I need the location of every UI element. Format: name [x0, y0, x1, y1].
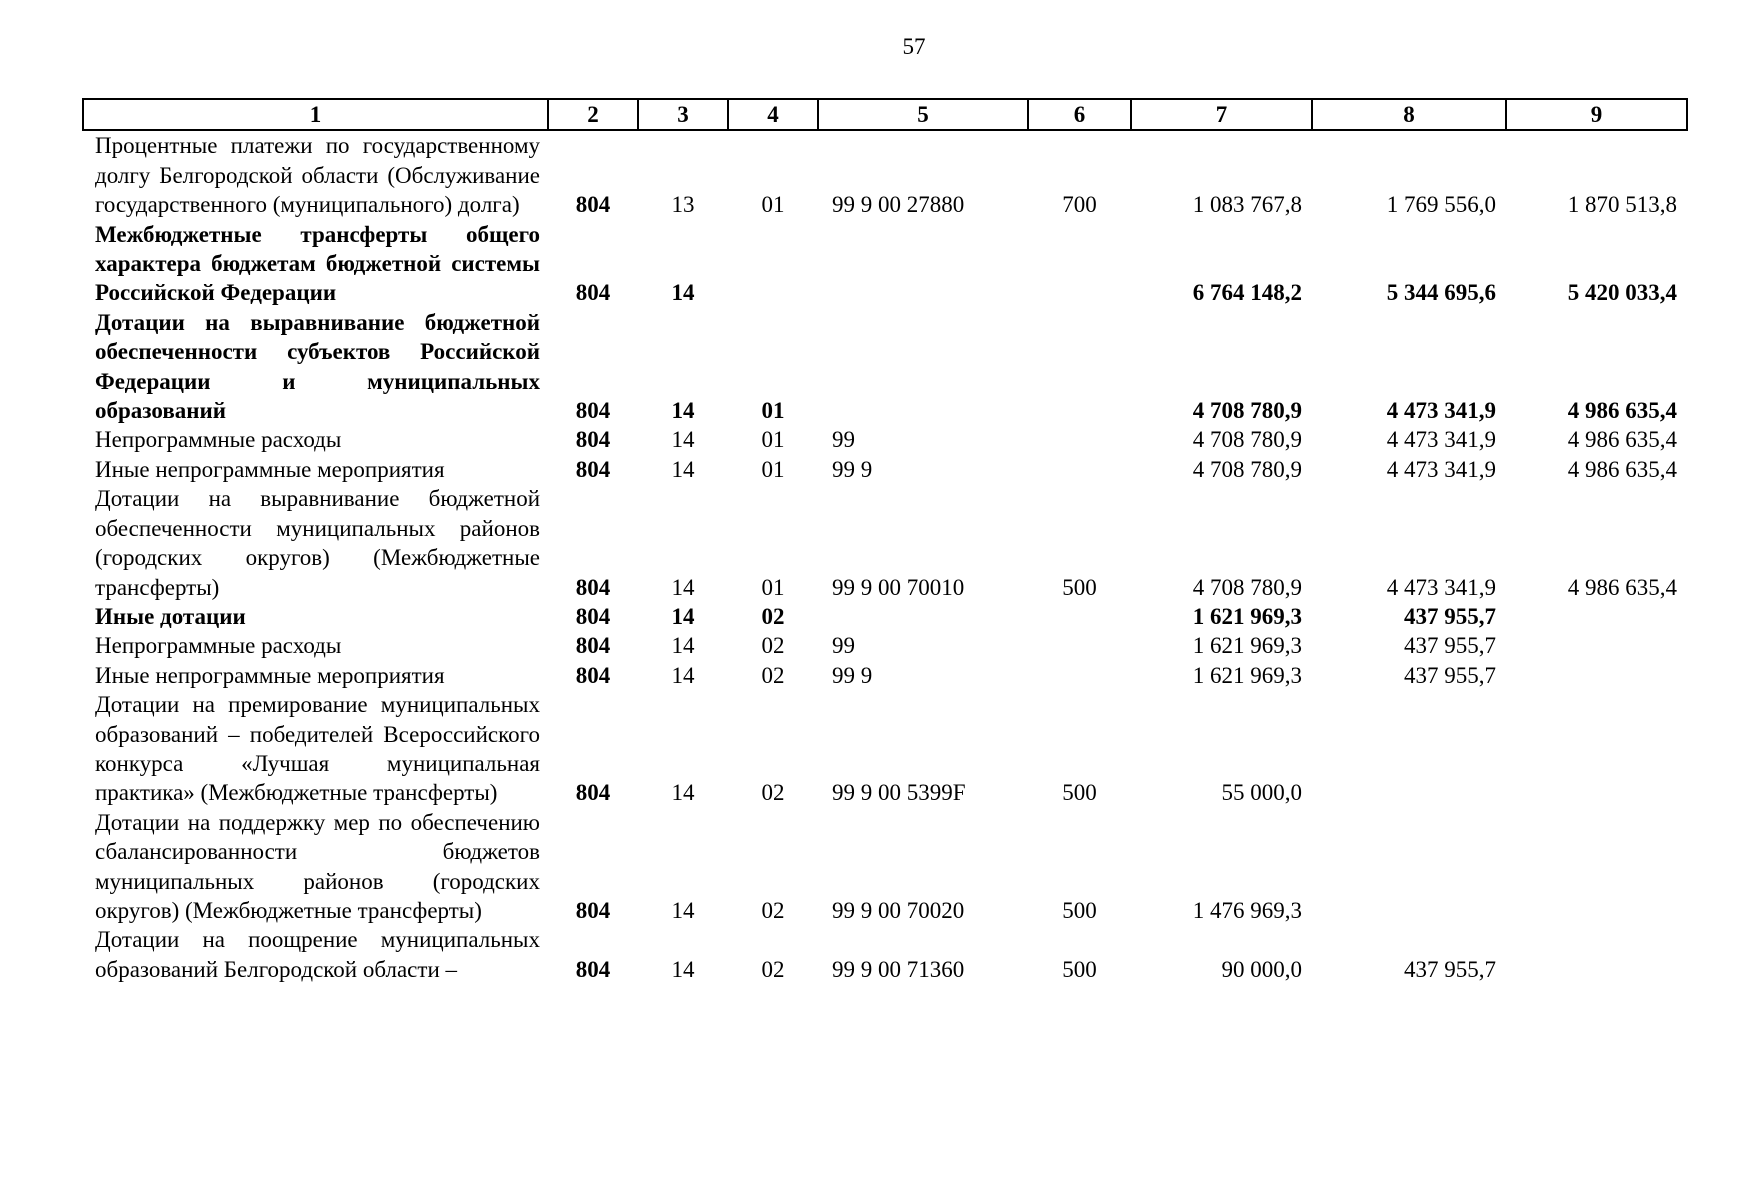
code-target-article [818, 308, 1028, 426]
amount-col-9 [1506, 661, 1687, 690]
table-row [83, 925, 1687, 984]
table-row [83, 220, 1687, 308]
budget-table [82, 98, 1688, 984]
table-row [83, 484, 1687, 602]
amount-col-8: 437 955,7 [1404, 956, 1496, 982]
column-header-9: 9 [1506, 99, 1687, 130]
table-header-row [83, 99, 1687, 130]
row-name: Непрограммные расходы [95, 427, 342, 453]
amount-col-8 [1312, 690, 1506, 808]
row-name: Межбюджетные трансферты общего характера бюджетам бюджетной системы Российской Федерации [95, 221, 540, 306]
amount-col-8: 5 344 695,6 [1386, 280, 1496, 306]
column-header-4: 4 [728, 99, 818, 130]
table-row [83, 425, 1687, 454]
amount-col-9 [1506, 631, 1687, 660]
code-subsection: 01 [761, 192, 785, 218]
table-row [83, 602, 1687, 631]
code-subsection: 01 [761, 456, 785, 482]
amount-col-7: 55 000,0 [1221, 780, 1302, 806]
row-name: Дотации на поощрение муниципальных образований Белгородской области – [95, 927, 540, 982]
amount-col-9: 4 986 635,4 [1567, 427, 1677, 453]
amount-col-9: 1 870 513,8 [1567, 192, 1677, 218]
amount-col-9: 4 986 635,4 [1567, 456, 1677, 482]
amount-col-8: 437 955,7 [1404, 662, 1496, 688]
code-department: 804 [575, 603, 611, 629]
amount-col-7: 6 764 148,2 [1192, 280, 1302, 306]
amount-col-7: 4 708 780,9 [1192, 456, 1302, 482]
code-section: 14 [671, 574, 695, 600]
code-target-article: 99 9 [832, 662, 873, 688]
column-header-8: 8 [1312, 99, 1506, 130]
page-number: 57 [902, 34, 926, 59]
code-subsection: 02 [761, 662, 785, 688]
code-department: 804 [575, 956, 611, 982]
code-subsection: 02 [761, 780, 785, 806]
code-department: 804 [575, 427, 611, 453]
column-header-7: 7 [1131, 99, 1312, 130]
code-section: 14 [671, 780, 695, 806]
code-section: 14 [671, 956, 695, 982]
code-target-article: 99 9 00 27880 [832, 192, 965, 218]
amount-col-7: 4 708 780,9 [1192, 398, 1302, 424]
code-expense-type [1028, 220, 1131, 308]
code-target-article: 99 9 00 70010 [832, 574, 965, 600]
code-department: 804 [575, 662, 611, 688]
code-target-article: 99 9 00 71360 [832, 956, 965, 982]
amount-col-7: 4 708 780,9 [1192, 427, 1302, 453]
code-expense-type: 500 [1062, 956, 1097, 982]
amount-col-9: 5 420 033,4 [1567, 280, 1677, 306]
code-expense-type: 700 [1062, 192, 1097, 218]
code-subsection: 02 [761, 633, 785, 659]
code-expense-type: 500 [1062, 897, 1097, 923]
code-department: 804 [575, 192, 611, 218]
row-name: Иные непрограммные мероприятия [95, 456, 445, 482]
code-department: 804 [575, 280, 611, 306]
code-expense-type [1028, 661, 1131, 690]
amount-col-9 [1506, 690, 1687, 808]
code-target-article: 99 [832, 633, 855, 659]
code-subsection: 01 [761, 398, 785, 424]
row-name: Процентные платежи по государственному долгу Белгородской области (Обслуживание государственного (муниципального) долга) [95, 133, 540, 218]
column-header-2: 2 [548, 99, 638, 130]
row-name: Дотации на выравнивание бюджетной обеспеченности муниципальных районов (городских округов) (Межбюджетные трансферты) [95, 486, 540, 600]
code-section: 13 [671, 192, 695, 218]
amount-col-7: 1 621 969,3 [1192, 662, 1302, 688]
code-section: 14 [671, 662, 695, 688]
code-expense-type [1028, 308, 1131, 426]
code-subsection: 01 [761, 427, 785, 453]
code-section: 14 [671, 603, 695, 629]
amount-col-8: 1 769 556,0 [1386, 192, 1496, 218]
table-row [83, 130, 1687, 219]
amount-col-7: 4 708 780,9 [1192, 574, 1302, 600]
row-name: Иные непрограммные мероприятия [95, 662, 445, 688]
code-department: 804 [575, 398, 611, 424]
column-header-6: 6 [1028, 99, 1131, 130]
amount-col-9 [1506, 808, 1687, 926]
table-row [83, 808, 1687, 926]
code-expense-type [1028, 631, 1131, 660]
code-section: 14 [671, 897, 695, 923]
amount-col-9: 4 986 635,4 [1567, 574, 1677, 600]
amount-col-7: 1 083 767,8 [1192, 192, 1302, 218]
column-header-1: 1 [83, 99, 548, 130]
code-section: 14 [671, 280, 695, 306]
table-row [83, 455, 1687, 484]
column-header-3: 3 [638, 99, 728, 130]
amount-col-7: 1 621 969,3 [1192, 603, 1302, 629]
table-row [83, 631, 1687, 660]
amount-col-8: 4 473 341,9 [1386, 427, 1496, 453]
code-target-article [818, 220, 1028, 308]
amount-col-7: 1 621 969,3 [1192, 633, 1302, 659]
table-body [83, 130, 1687, 984]
code-section: 14 [671, 398, 695, 424]
code-subsection: 02 [761, 897, 785, 923]
code-department: 804 [575, 780, 611, 806]
code-section: 14 [671, 456, 695, 482]
code-expense-type: 500 [1062, 574, 1097, 600]
code-subsection: 02 [761, 603, 785, 629]
code-department: 804 [575, 456, 611, 482]
amount-col-8: 437 955,7 [1404, 603, 1496, 629]
code-target-article: 99 9 [832, 456, 873, 482]
row-name: Дотации на премирование муниципальных образований – победителей Всероссийского конкурса «Лучшая муниципальная практика» (Межбюджетные трансферты) [95, 692, 540, 806]
table-row [83, 661, 1687, 690]
code-department: 804 [575, 897, 611, 923]
code-expense-type [1028, 425, 1131, 454]
amount-col-8: 4 473 341,9 [1386, 398, 1496, 424]
code-section: 14 [671, 633, 695, 659]
table-row [83, 690, 1687, 808]
row-name: Непрограммные расходы [95, 633, 342, 659]
code-expense-type [1028, 602, 1131, 631]
code-expense-type [1028, 455, 1131, 484]
column-header-5: 5 [818, 99, 1028, 130]
code-subsection: 02 [761, 956, 785, 982]
code-target-article: 99 9 00 70020 [832, 897, 965, 923]
row-name: Иные дотации [95, 603, 246, 629]
amount-col-8: 4 473 341,9 [1386, 574, 1496, 600]
code-target-article: 99 9 00 5399F [832, 780, 966, 806]
amount-col-9 [1506, 602, 1687, 631]
table-row [83, 308, 1687, 426]
row-name: Дотации на выравнивание бюджетной обеспеченности субъектов Российской Федерации и муниципальных образований [95, 309, 540, 424]
code-subsection [728, 220, 818, 308]
amount-col-8: 4 473 341,9 [1386, 456, 1496, 482]
code-target-article: 99 [832, 427, 855, 453]
code-section: 14 [671, 427, 695, 453]
row-name: Дотации на поддержку мер по обеспечению сбалансированности бюджетов муниципальных районов (городских округов) (Межбюджетные трансферты) [95, 809, 540, 923]
amount-col-7: 1 476 969,3 [1192, 897, 1302, 923]
code-department: 804 [575, 633, 611, 659]
amount-col-9: 4 986 635,4 [1567, 398, 1677, 424]
code-expense-type: 500 [1062, 780, 1097, 806]
code-target-article [818, 602, 1028, 631]
code-subsection: 01 [761, 574, 785, 600]
amount-col-8: 437 955,7 [1404, 633, 1496, 659]
amount-col-9 [1506, 925, 1687, 984]
code-department: 804 [575, 574, 611, 600]
amount-col-8 [1312, 808, 1506, 926]
amount-col-7: 90 000,0 [1221, 956, 1302, 982]
